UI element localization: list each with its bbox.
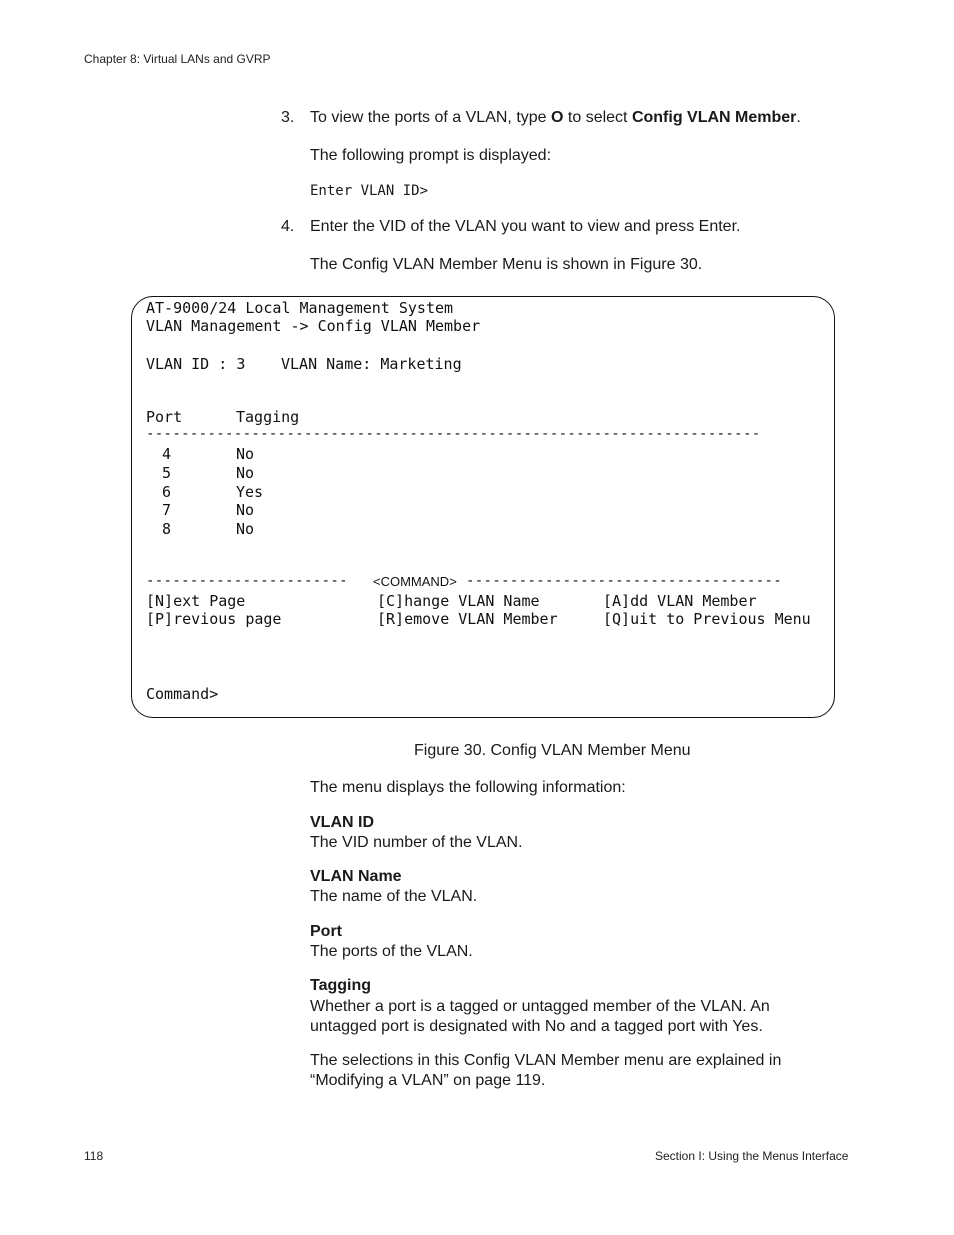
- definition-term-vlan-name: VLAN Name: [310, 868, 402, 885]
- prompt-text: Enter VLAN ID>: [310, 183, 429, 199]
- step-3-mid: to select: [563, 109, 632, 126]
- step-3-post: .: [796, 109, 801, 126]
- figure-intro: The Config VLAN Member Menu is shown in Figure 30.: [310, 256, 703, 273]
- step-3-text: [310, 108, 801, 128]
- step-3-pre: To view the ports of a VLAN, type: [310, 109, 552, 126]
- vlan-name-value: Marketing: [380, 355, 462, 373]
- cmd-add-member: [A]dd VLAN Member: [603, 592, 757, 610]
- vlan-id-line: [146, 355, 245, 373]
- vlan-name-line: [281, 355, 462, 373]
- page-number: 118: [84, 1149, 104, 1163]
- vlan-id-value: 3: [236, 355, 246, 373]
- closing-line-1: The selections in this Config VLAN Member menu are explained in: [310, 1052, 782, 1069]
- closing-line-2: “Modifying a VLAN” on page 119.: [310, 1072, 546, 1089]
- tagging-cell: Yes: [236, 483, 264, 501]
- definition-desc-port: The ports of the VLAN.: [310, 943, 473, 960]
- definition-term-port: Port: [310, 923, 342, 940]
- step-3-key: O: [551, 109, 564, 126]
- col-header-port: Port: [146, 408, 183, 426]
- tagging-cell: No: [236, 464, 255, 482]
- definition-term-vlan-id: VLAN ID: [310, 814, 374, 831]
- vlan-id-label: VLAN ID :: [146, 355, 237, 373]
- terminal-title: AT-9000/24 Local Management System: [146, 299, 454, 317]
- command-label: <COMMAND>: [373, 574, 457, 589]
- info-intro: The menu displays the following information:: [310, 779, 626, 796]
- step-3-number: 3.: [281, 109, 295, 126]
- terminal-breadcrumb: VLAN Management -> Config VLAN Member: [146, 317, 481, 335]
- cmd-quit: [Q]uit to Previous Menu: [603, 610, 811, 628]
- port-cell: 8: [162, 520, 172, 538]
- cmd-previous-page: [P]revious page: [146, 610, 282, 628]
- definition-term-tagging: Tagging: [310, 977, 372, 994]
- definition-desc-vlan-id: The VID number of the VLAN.: [310, 834, 523, 851]
- port-cell: 4: [162, 445, 172, 463]
- definition-desc-tagging-line2: untagged port is designated with No and a tagged port with Yes.: [310, 1018, 763, 1035]
- tagging-cell: No: [236, 445, 255, 463]
- command-divider-left: -----------------------: [146, 573, 348, 589]
- figure-caption: Figure 30. Config VLAN Member Menu: [414, 742, 691, 759]
- tagging-cell: No: [236, 520, 255, 538]
- tagging-cell: No: [236, 501, 255, 519]
- port-cell: 7: [162, 501, 172, 519]
- definition-desc-vlan-name: The name of the VLAN.: [310, 888, 478, 905]
- step-4-number: 4.: [281, 218, 295, 235]
- vlan-name-label: VLAN Name:: [281, 355, 381, 373]
- cmd-change-name: [C]hange VLAN Name: [377, 592, 540, 610]
- cmd-next-page: [N]ext Page: [146, 592, 246, 610]
- command-divider-right: ------------------------------------: [466, 573, 783, 589]
- command-prompt: Command>: [146, 685, 219, 703]
- cmd-remove-member: [R]emove VLAN Member: [377, 610, 558, 628]
- terminal-figure: [131, 296, 835, 718]
- prompt-intro: The following prompt is displayed:: [310, 147, 552, 164]
- port-cell: 5: [162, 464, 172, 482]
- port-cell: 6: [162, 483, 172, 501]
- table-divider: ----------------------------------------------------------------------: [146, 426, 761, 442]
- step-4-text: Enter the VID of the VLAN you want to view and press Enter.: [310, 218, 741, 235]
- step-3-target: Config VLAN Member: [631, 109, 797, 126]
- running-header: Chapter 8: Virtual LANs and GVRP: [84, 52, 271, 66]
- definition-desc-tagging-line1: Whether a port is a tagged or untagged member of the VLAN. An: [310, 998, 770, 1015]
- col-header-tagging: Tagging: [236, 408, 300, 426]
- footer-section: Section I: Using the Menus Interface: [655, 1149, 849, 1163]
